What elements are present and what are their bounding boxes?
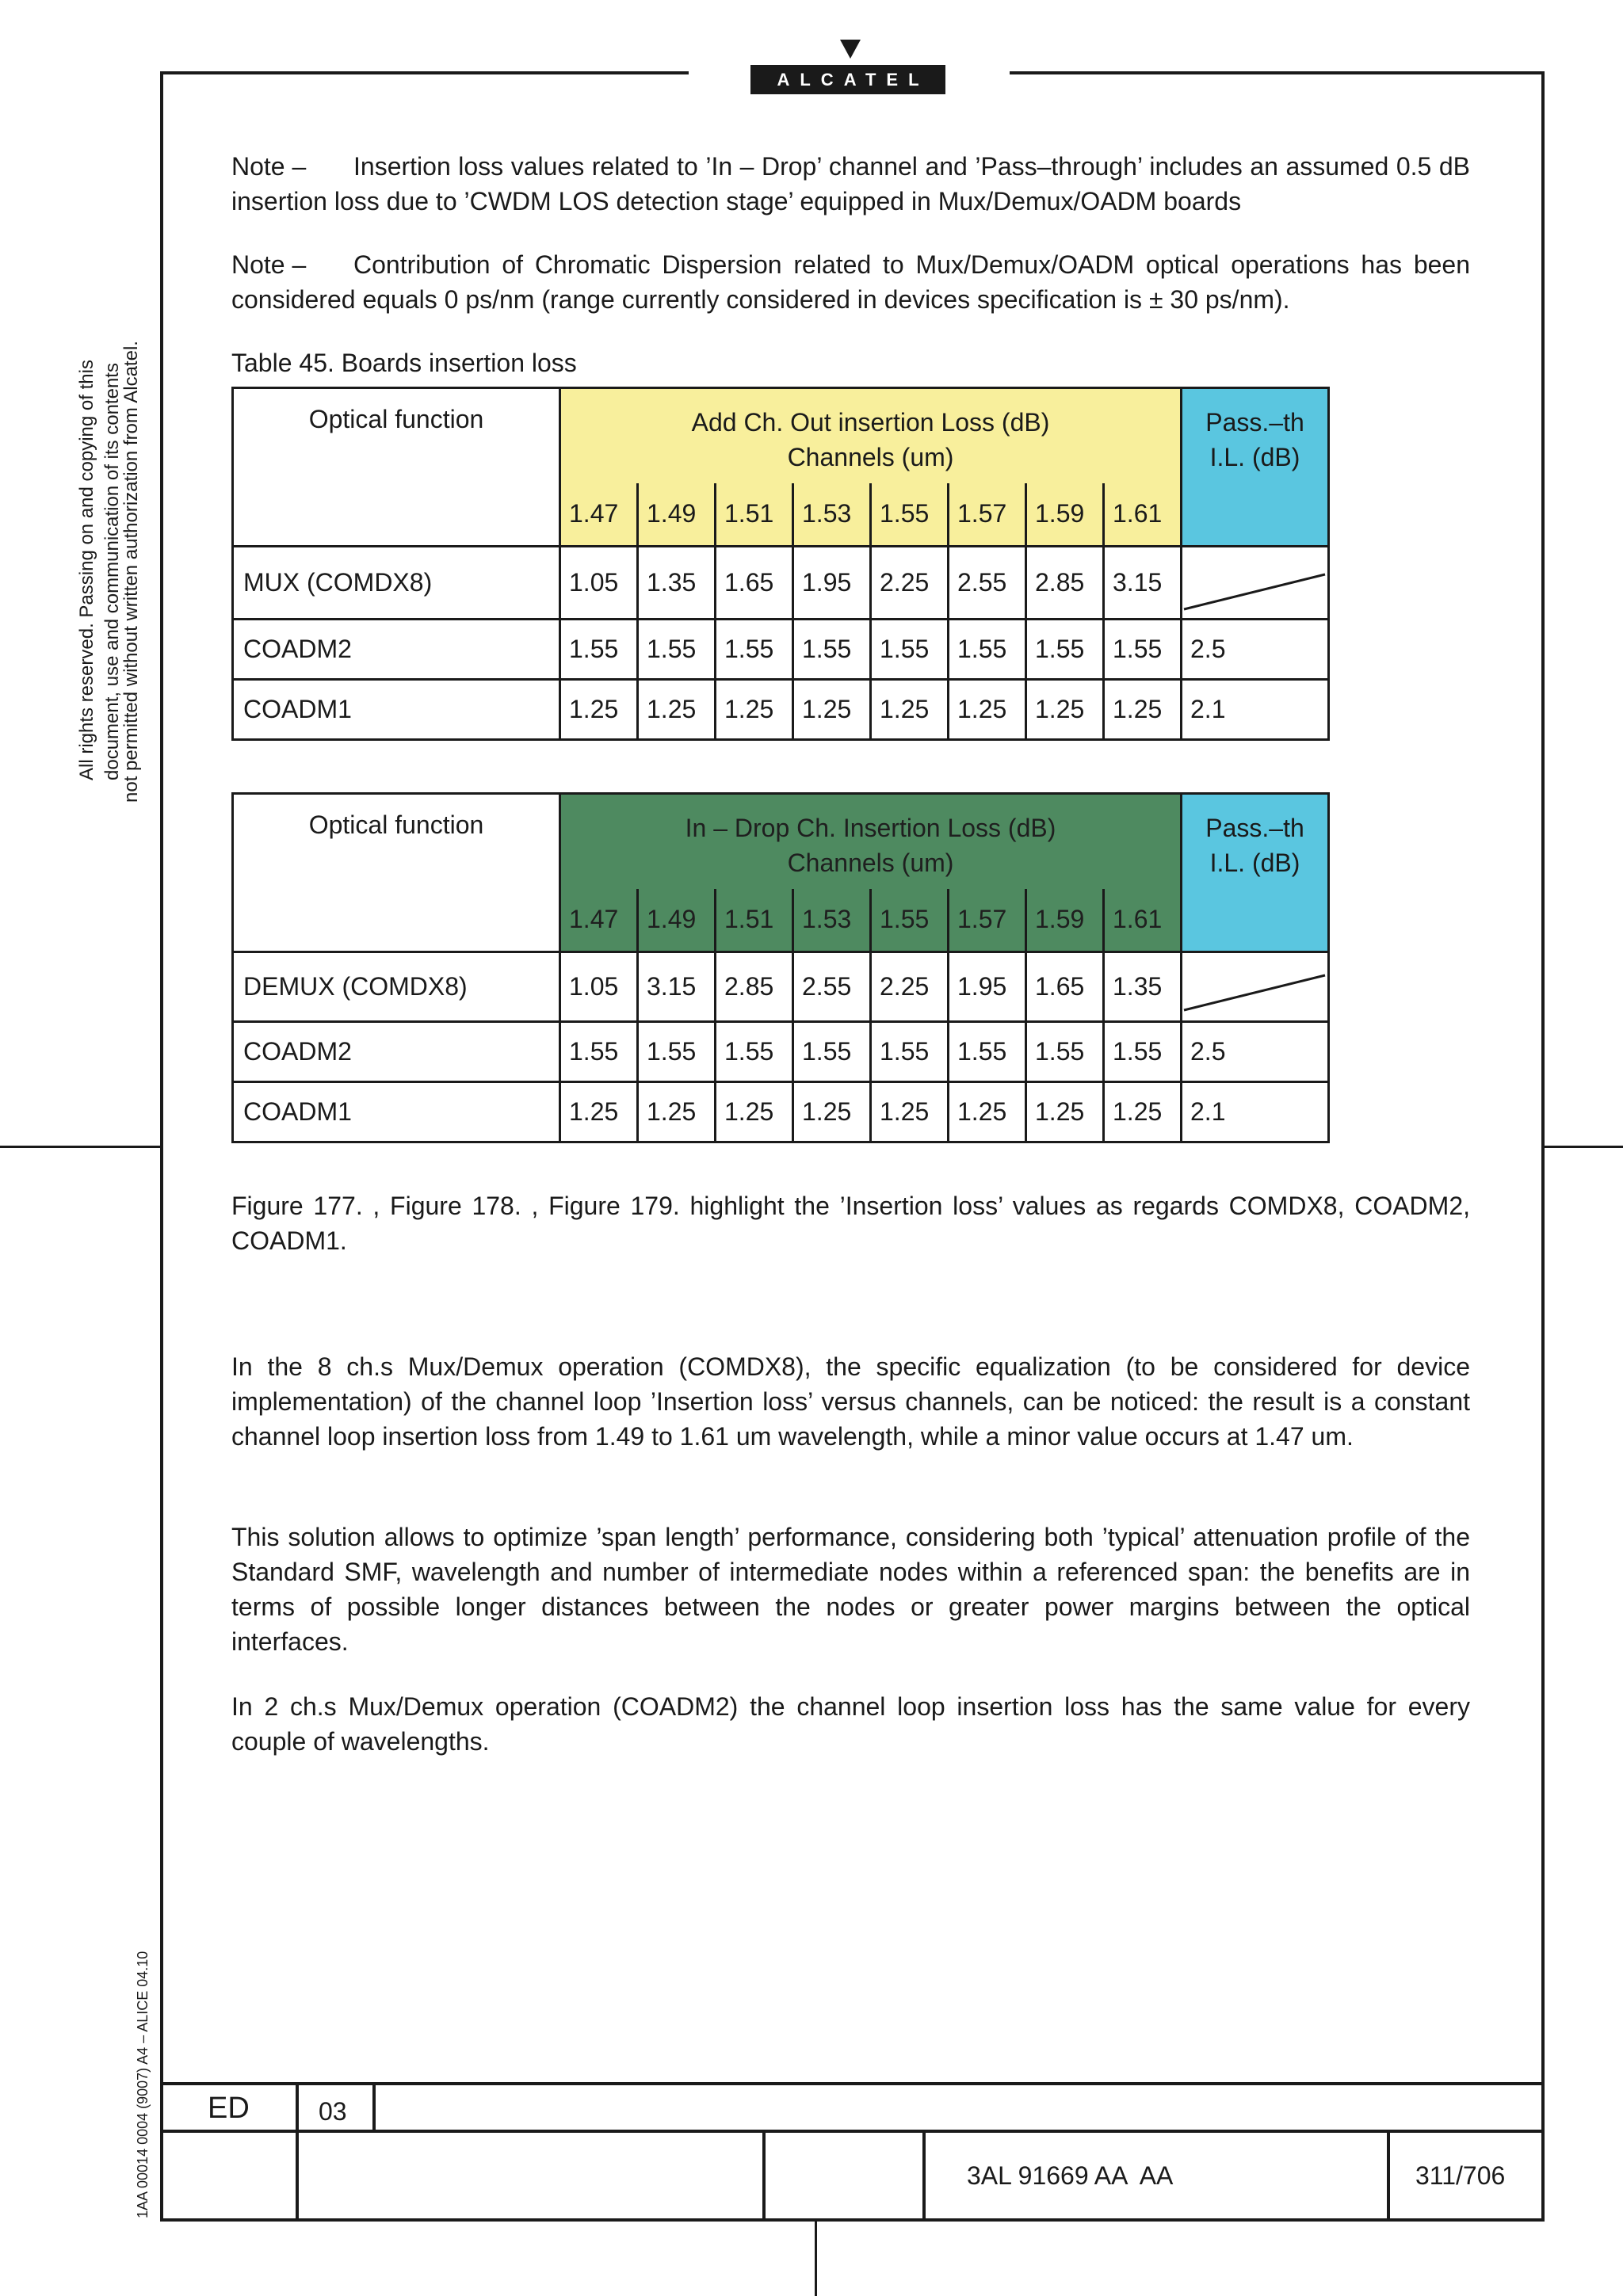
- add-header-line-2: Channels (um): [787, 443, 954, 471]
- table-cell: 1.55: [1026, 620, 1104, 680]
- table-cell: 1.55: [793, 620, 871, 680]
- add-header-line-1: Add Ch. Out insertion Loss (dB): [691, 408, 1050, 437]
- channel-header: 1.53: [793, 889, 871, 952]
- add-pass-line-1: Pass.–th: [1205, 408, 1304, 437]
- row-name: COADM2: [233, 620, 560, 680]
- table-cell: 1.55: [871, 1022, 949, 1082]
- footer-doc-code: 3AL 91669 AA AA: [967, 2161, 1174, 2190]
- table-add-insertion-loss: [231, 387, 1330, 741]
- table-row: [233, 547, 1329, 620]
- note-1-label: Note –: [231, 152, 307, 181]
- table-cell: 1.95: [793, 547, 871, 620]
- footer-ed-label: ED: [208, 2092, 250, 2125]
- table-cell: 3.15: [638, 952, 716, 1022]
- table-row: [233, 620, 1329, 680]
- table-cell: 2.55: [949, 547, 1026, 620]
- table-cell: 1.25: [638, 1082, 716, 1142]
- footer-line-middle: [160, 2130, 1545, 2133]
- paragraph-comdx8: In the 8 ch.s Mux/Demux operation (COMDX8), the specific equalization (to be considered for device implementation) of the channel loop ’Insertion loss’ versus channels, can be noticed: the result is a constant channel loop insertion loss from 1.49 to 1.61 um wavelength, while a minor value occurs at 1.47 um.: [231, 1352, 1470, 1451]
- frame-top-right: [1010, 71, 1545, 74]
- table-cell: 1.25: [949, 680, 1026, 740]
- footer-divider: [372, 2082, 376, 2131]
- note-2-label: Note –: [231, 250, 307, 279]
- side-notice-line-2: document, use and communication of its contents: [101, 363, 123, 780]
- note-1-text: Insertion loss values related to ’In – Drop’ channel and ’Pass–through’ includes an assumed 0.5 dB insertion loss due to ’CWDM LOS detection stage’ equipped in Mux/Demux/OADM boards: [231, 152, 1470, 215]
- table-cell: 1.25: [716, 680, 793, 740]
- paragraph-coadm2: In 2 ch.s Mux/Demux operation (COADM2) the channel loop insertion loss has the same value for every couple of wavelengths.: [231, 1692, 1470, 1756]
- col-optical-function: Optical function: [233, 388, 560, 547]
- footer-divider: [296, 2082, 299, 2222]
- row-name: COADM2: [233, 1022, 560, 1082]
- row-name: DEMUX (COMDX8): [233, 952, 560, 1022]
- channel-header: 1.47: [560, 483, 638, 547]
- form-code: 1AA 00014 0004 (9007) A4 – ALICE 04.10: [135, 1951, 151, 2218]
- table-cell: 1.25: [871, 680, 949, 740]
- footer-line-top: [160, 2082, 1545, 2085]
- paragraph-figures: Figure 177. , Figure 178. , Figure 179. highlight the ’Insertion loss’ values as regards COMDX8, COADM2, COADM1.: [231, 1192, 1470, 1255]
- pass-cell: 2.5: [1182, 1022, 1329, 1082]
- drop-header-line-2: Channels (um): [787, 849, 954, 877]
- channel-header: 1.59: [1026, 483, 1104, 547]
- frame-top-left: [161, 71, 689, 74]
- logo-triangle-icon: [840, 40, 861, 59]
- table-cell: 1.55: [638, 620, 716, 680]
- table-cell: 2.25: [871, 547, 949, 620]
- side-notice-line-1: All rights reserved. Passing on and copying of this: [76, 360, 97, 780]
- table-cell: 1.55: [949, 1022, 1026, 1082]
- channel-header: 1.53: [793, 483, 871, 547]
- note-2-text: Contribution of Chromatic Dispersion related to Mux/Demux/OADM optical operations has been considered equals 0 ps/nm (range currently considered in devices specification is ± 30 ps/nm).: [231, 250, 1470, 314]
- channel-header: 1.59: [1026, 889, 1104, 952]
- row-name: COADM1: [233, 1082, 560, 1142]
- drop-header-line-1: In – Drop Ch. Insertion Loss (dB): [685, 814, 1056, 842]
- add-pass-header: [1182, 388, 1329, 547]
- channel-header: 1.55: [871, 483, 949, 547]
- drop-pass-header: [1182, 794, 1329, 952]
- pass-cell: 2.5: [1182, 620, 1329, 680]
- table-cell: 1.55: [1104, 1022, 1182, 1082]
- alcatel-logo: ALCATEL: [750, 65, 945, 94]
- channel-header: 1.61: [1104, 483, 1182, 547]
- table-cell: 1.05: [560, 547, 638, 620]
- table-cell: 1.95: [949, 952, 1026, 1022]
- na-slash-icon: [1182, 953, 1330, 1023]
- channel-header: 1.51: [716, 889, 793, 952]
- drop-header: [560, 794, 1182, 889]
- table-row: [233, 952, 1329, 1022]
- footer-divider: [922, 2130, 926, 2222]
- table-cell: 1.55: [1104, 620, 1182, 680]
- table-drop-insertion-loss: [231, 792, 1330, 1143]
- table-cell: 1.25: [638, 680, 716, 740]
- table-caption: Table 45. Boards insertion loss: [231, 349, 577, 377]
- channel-header: 1.47: [560, 889, 638, 952]
- table-row: [233, 1022, 1329, 1082]
- table-cell: 1.55: [560, 1022, 638, 1082]
- add-pass-line-2: I.L. (dB): [1209, 443, 1300, 471]
- table-cell: 3.15: [1104, 547, 1182, 620]
- table-cell: 1.25: [560, 680, 638, 740]
- channel-header: 1.57: [949, 889, 1026, 952]
- fold-mark-right: [1545, 1146, 1623, 1148]
- footer-page-number: 311/706: [1415, 2161, 1506, 2190]
- table-cell: 2.85: [716, 952, 793, 1022]
- table-cell: 1.25: [949, 1082, 1026, 1142]
- pass-cell: 2.1: [1182, 1082, 1329, 1142]
- channel-header: 1.49: [638, 483, 716, 547]
- table-cell: 1.25: [1104, 1082, 1182, 1142]
- fold-mark-left: [0, 1146, 160, 1148]
- table-cell: 1.55: [716, 1022, 793, 1082]
- table-cell: 1.25: [716, 1082, 793, 1142]
- footer-line-bottom: [160, 2218, 1545, 2222]
- table-cell: 1.55: [793, 1022, 871, 1082]
- table-cell: 1.25: [871, 1082, 949, 1142]
- table-cell: 1.65: [1026, 952, 1104, 1022]
- table-cell: 1.35: [638, 547, 716, 620]
- note-2: [231, 247, 1470, 317]
- table-cell: 1.25: [793, 680, 871, 740]
- table-cell: 1.55: [716, 620, 793, 680]
- table-cell: 1.25: [1104, 680, 1182, 740]
- table-cell: 1.35: [1104, 952, 1182, 1022]
- table-row: [233, 680, 1329, 740]
- side-notice-line-3: not permitted without written authorization from Alcatel.: [120, 341, 142, 803]
- table-cell: 1.55: [560, 620, 638, 680]
- col-optical-function: Optical function: [233, 794, 560, 952]
- footer-divider: [762, 2130, 766, 2222]
- table-cell: 1.55: [871, 620, 949, 680]
- table-cell: 1.25: [1026, 680, 1104, 740]
- frame-left: [160, 71, 163, 2222]
- table-cell: 2.85: [1026, 547, 1104, 620]
- channel-header: 1.49: [638, 889, 716, 952]
- frame-bottom-stub: [815, 2222, 817, 2296]
- drop-pass-line-1: Pass.–th: [1205, 814, 1304, 842]
- na-slash-icon: [1182, 547, 1330, 620]
- row-name: MUX (COMDX8): [233, 547, 560, 620]
- channel-header: 1.57: [949, 483, 1026, 547]
- pass-na-cell: [1182, 952, 1329, 1022]
- drop-pass-line-2: I.L. (dB): [1209, 849, 1300, 877]
- table-cell: 1.65: [716, 547, 793, 620]
- table-cell: 1.25: [1026, 1082, 1104, 1142]
- channel-header: 1.51: [716, 483, 793, 547]
- pass-na-cell: [1182, 547, 1329, 620]
- table-row: [233, 1082, 1329, 1142]
- footer-ed-value: 03: [319, 2097, 347, 2126]
- table-cell: 1.55: [1026, 1022, 1104, 1082]
- table-cell: 2.55: [793, 952, 871, 1022]
- table-cell: 1.25: [560, 1082, 638, 1142]
- channel-header: 1.61: [1104, 889, 1182, 952]
- paragraph-span-length: This solution allows to optimize ’span length’ performance, considering both ’typical’ attenuation profile of the Standard SMF, wavelength and number of intermediate nodes within a referenced span: the benefits are in terms of possible longer distances between the nodes or greater power margins between the optical interfaces.: [231, 1523, 1470, 1656]
- row-name: COADM1: [233, 680, 560, 740]
- table-cell: 1.05: [560, 952, 638, 1022]
- table-cell: 1.25: [793, 1082, 871, 1142]
- note-1: [231, 149, 1470, 219]
- table-cell: 2.25: [871, 952, 949, 1022]
- pass-cell: 2.1: [1182, 680, 1329, 740]
- channel-header: 1.55: [871, 889, 949, 952]
- add-header: [560, 388, 1182, 483]
- table-cell: 1.55: [949, 620, 1026, 680]
- table-cell: 1.55: [638, 1022, 716, 1082]
- footer-divider: [1387, 2130, 1390, 2222]
